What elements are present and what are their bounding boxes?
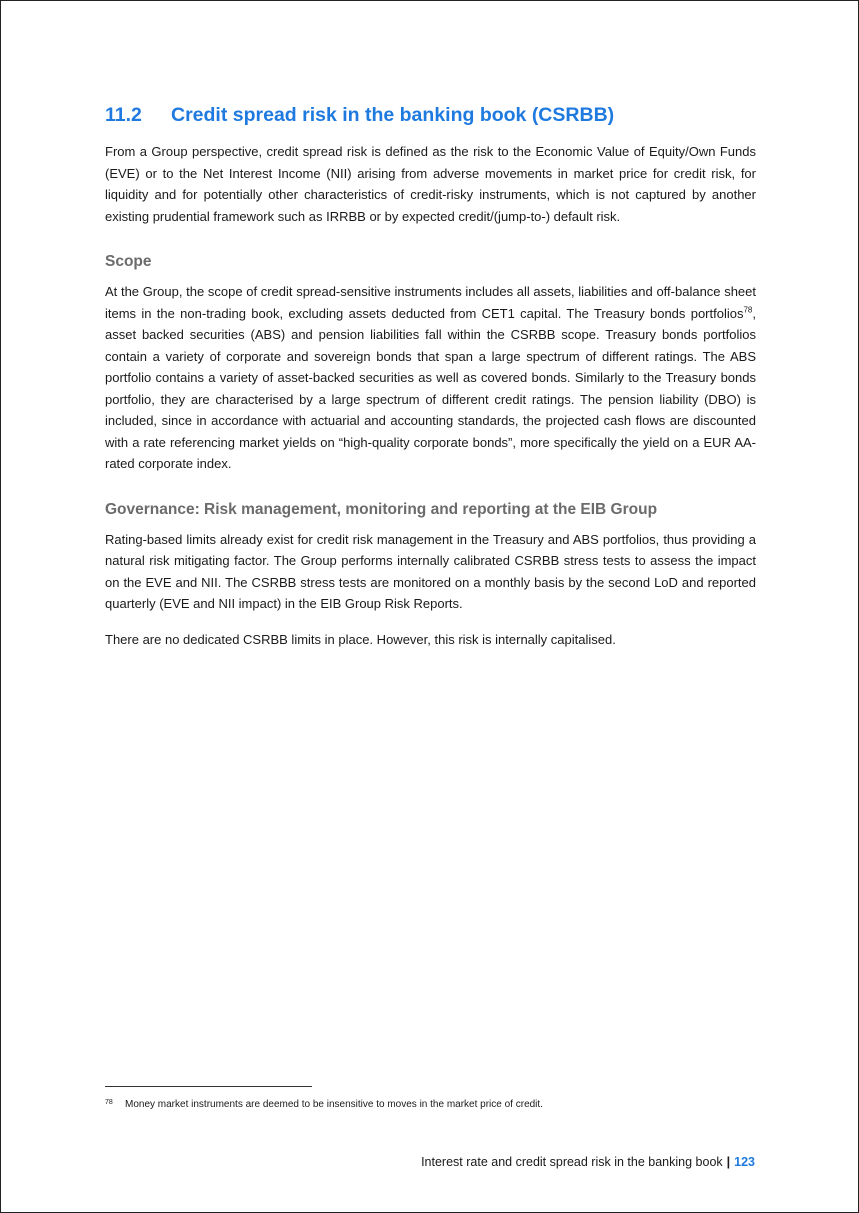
governance-paragraph-1: Rating-based limits already exist for credit risk management in the Treasury and ABS portfolios, thus providing a natural risk mitigating factor. The Group performs internally calibrated CSRBB stress tests to assess the impact on the EVE and NII. The CSRBB stress tests are monitored on a monthly basis by the second LoD and reported quarterly (EVE and NII impact) in the EIB Group Risk Reports. bbox=[105, 531, 756, 611]
scope-text-part2: , asset backed securities (ABS) and pension liabilities fall within the CSRBB scope. Treasury bonds portfolios contain a variety of corporate and sovereign bonds that span a large spectrum of different ratings. The ABS portfolio contains a variety of asset-backed securities as well as covered bonds. Similarly to the Treasury bonds portfolio, they are characterised by a large spectrum of different credit ratings. The pension liability (DBO) is included, since in accordance with actuarial and accounting standards, the projected cash flows are discounted with a rate referencing market yields on “high-quality corporate bonds”, more specifically the yield on a EUR AA-rated corporate index. bbox=[105, 305, 756, 471]
scope-paragraph bbox=[105, 281, 756, 475]
section-heading bbox=[105, 101, 756, 129]
section-number: 11.2 bbox=[105, 104, 142, 126]
page-number: 123 bbox=[734, 1155, 755, 1169]
footer-separator: | bbox=[726, 1155, 731, 1169]
footnote-divider bbox=[105, 1086, 312, 1087]
scope-heading: Scope bbox=[105, 253, 152, 270]
footnote-reference[interactable]: 78 bbox=[743, 305, 753, 315]
footnote-text: Money market instruments are deemed to be insensitive to moves in the market price of credit. bbox=[125, 1099, 543, 1110]
footer-title: Interest rate and credit spread risk in the banking book bbox=[421, 1155, 723, 1169]
section-title: Credit spread risk in the banking book (CSRBB) bbox=[171, 104, 615, 126]
page-content bbox=[105, 101, 756, 664]
footnote bbox=[105, 1098, 756, 1112]
page-footer bbox=[421, 1153, 755, 1171]
footnote-number: 78 bbox=[105, 1099, 113, 1106]
governance-paragraph-2: There are no dedicated CSRBB limits in place. However, this risk is internally capitalised. bbox=[105, 631, 616, 647]
intro-paragraph: From a Group perspective, credit spread risk is defined as the risk to the Economic Value of Equity/Own Funds (EVE) or to the Net Interest Income (NII) arising from adverse movements in market price for credit risk, for liquidity and for potentially other characteristics of credit-risky instruments, which is not captured by another existing prudential framework such as IRRBB or by expected credit/(jump-to-) default risk. bbox=[105, 144, 756, 224]
governance-heading: Governance: Risk management, monitoring and reporting at the EIB Group bbox=[105, 500, 658, 518]
scope-text-part1: At the Group, the scope of credit spread-sensitive instruments includes all assets, liabilities and off-balance sheet items in the non-trading book, excluding assets deducted from CET1 capital. The Treasury bonds portfolios bbox=[105, 284, 756, 321]
